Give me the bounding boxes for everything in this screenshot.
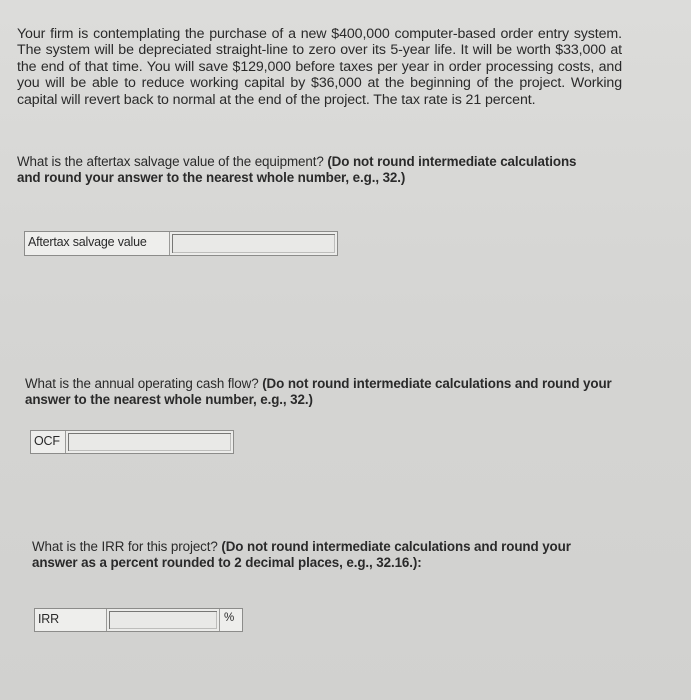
answer-row-irr [34,608,243,632]
field-label-irr: IRR [35,609,107,631]
question-prompt: What is the annual operating cash flow? [25,376,259,391]
aftertax-salvage-input[interactable] [172,234,335,253]
question-instruction: (Do not round intermediate calculations and round your answer to the nearest whole number, e.g., 32.) [25,376,612,408]
field-label-ocf: OCF [31,431,66,453]
ocf-input[interactable] [68,433,231,451]
question-aftertax-salvage [17,154,597,186]
field-label-aftertax-salvage: Aftertax salvage value [25,232,170,255]
question-instruction: (Do not round intermediate calculations and round your answer to the nearest whole number, e.g., 32.) [17,154,577,186]
irr-input[interactable] [109,611,217,629]
question-prompt: What is the IRR for this project? [32,539,218,554]
percent-unit-label: % [219,609,242,631]
question-instruction: (Do not round intermediate calculations and round your answer as a percent rounded to 2 decimal places, e.g., 32.16.): [32,539,571,571]
question-ocf [25,376,615,408]
answer-row-ocf [30,430,234,454]
question-prompt: What is the aftertax salvage value of the equipment? [17,154,324,169]
problem-statement: Your firm is contemplating the purchase of a new $400,000 computer-based order entry system. The system will be depreciated straight-line to zero over its 5-year life. It will be worth $33,000 at the end of that time. You will save $129,000 before taxes per year in order processing costs, and you will be able to reduce working capital by $36,000 at the beginning of the project. Working capital will revert back to normal at the end of the project. The tax rate is 21 percent. [17,26,622,108]
answer-row-aftertax-salvage [24,231,338,256]
question-irr [32,539,612,571]
